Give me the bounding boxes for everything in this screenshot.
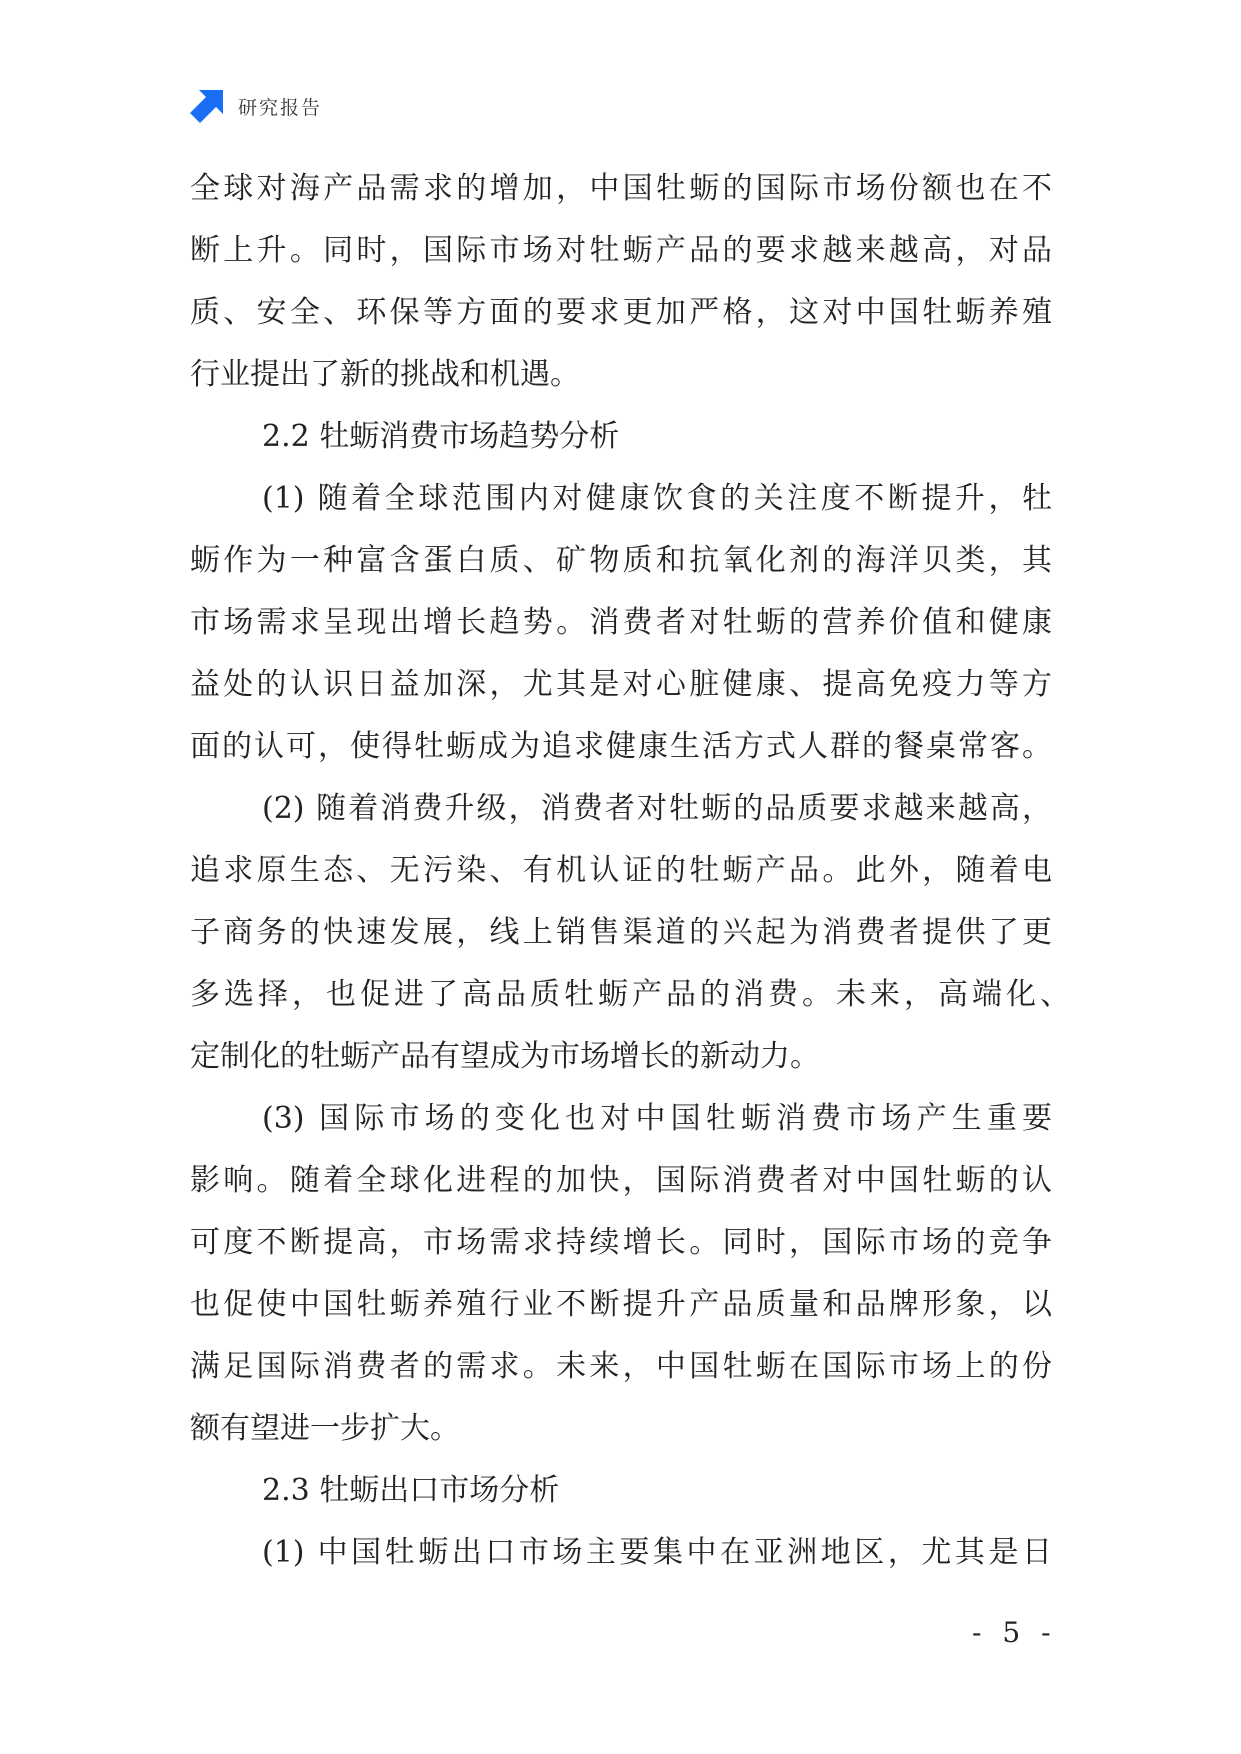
text-line: 蛎作为一种富含蛋白质、矿物质和抗氧化剂的海洋贝类，其 (190, 543, 1052, 578)
text-line: 追求原生态、无污染、有机认证的牡蛎产品。此外，随着电 (190, 853, 1052, 888)
arrow-up-right-icon (190, 89, 224, 123)
report-header-label: 研究报告 (238, 96, 323, 119)
report-header (190, 88, 322, 124)
paragraph-1-start: (1) 随着全球范围内对健康饮食的关注度不断提升，牡 (262, 481, 1052, 516)
section-heading: 2.3 牡蛎出口市场分析 (262, 1473, 560, 1508)
text-line: 益处的认识日益加深，尤其是对心脏健康、提高免疫力等方 (190, 667, 1052, 702)
text-line: 断上升。同时，国际市场对牡蛎产品的要求越来越高，对品 (190, 233, 1052, 268)
text-line: 也促使中国牡蛎养殖行业不断提升产品质量和品牌形象，以 (190, 1287, 1052, 1322)
text-line: 可度不断提高，市场需求持续增长。同时，国际市场的竞争 (190, 1225, 1052, 1260)
paragraph-2-start: (2) 随着消费升级，消费者对牡蛎的品质要求越来越高， (262, 791, 1052, 826)
text-line: 质、安全、环保等方面的要求更加严格，这对中国牡蛎养殖 (190, 295, 1052, 330)
paragraph-3-start: (3) 国际市场的变化也对中国牡蛎消费市场产生重要 (262, 1101, 1052, 1136)
document-body (190, 158, 1070, 1584)
text-line: 定制化的牡蛎产品有望成为市场增长的新动力。 (190, 1039, 820, 1074)
text-line: 多选择，也促进了高品质牡蛎产品的消费。未来，高端化、 (190, 977, 1070, 1012)
text-line: 额有望进一步扩大。 (190, 1411, 460, 1446)
text-line: 全球对海产品需求的增加，中国牡蛎的国际市场份额也在不 (190, 171, 1052, 206)
text-line: 市场需求呈现出增长趋势。消费者对牡蛎的营养价值和健康 (190, 605, 1052, 640)
text-line: 行业提出了新的挑战和机遇。 (190, 357, 580, 392)
text-line: 子商务的快速发展，线上销售渠道的兴起为消费者提供了更 (190, 915, 1052, 950)
text-line: 满足国际消费者的需求。未来，中国牡蛎在国际市场上的份 (190, 1349, 1052, 1384)
section-heading: 2.2 牡蛎消费市场趋势分析 (262, 419, 620, 454)
page-number: - 5 - (972, 1616, 1057, 1649)
paragraph-4-start: (1) 中国牡蛎出口市场主要集中在亚洲地区，尤其是日 (262, 1535, 1052, 1570)
text-line: 影响。随着全球化进程的加快，国际消费者对中国牡蛎的认 (190, 1163, 1052, 1198)
text-line: 面的认可，使得牡蛎成为追求健康生活方式人群的餐桌常客。 (190, 729, 1052, 764)
